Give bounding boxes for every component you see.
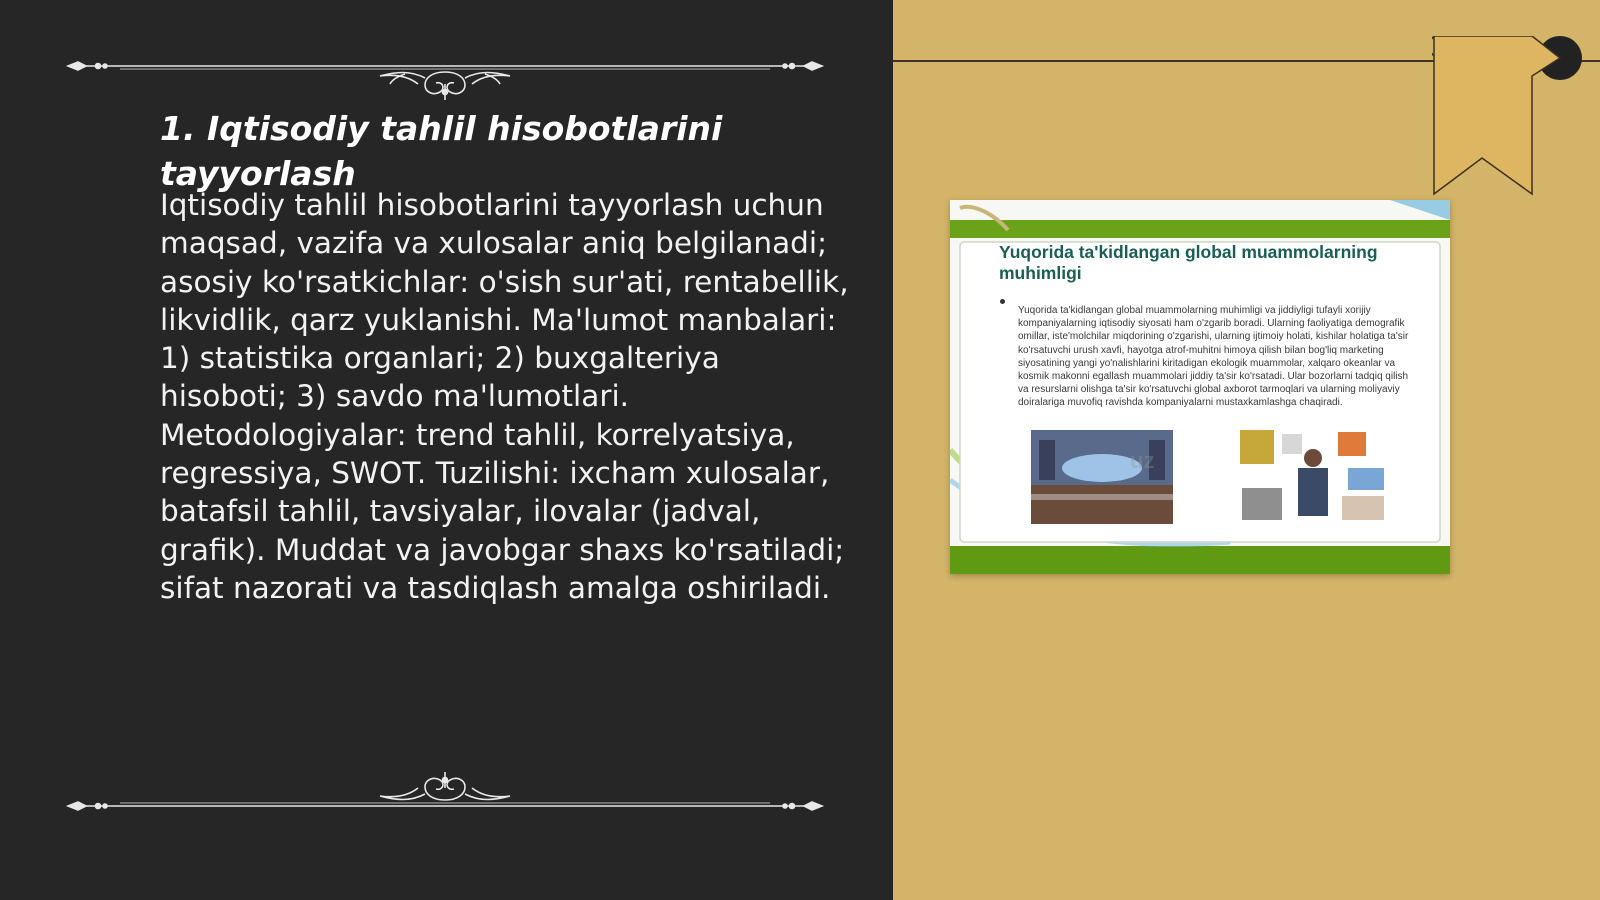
conference-photo-icon: [1031, 430, 1173, 524]
bookmark-ribbon-icon: [1432, 36, 1592, 198]
bullet-dot: [1000, 299, 1005, 304]
slide-title: 1. Iqtisodiy tahlil hisobotlarini tayyorlash: [160, 109, 723, 193]
ornamental-divider-top-icon: [60, 40, 830, 100]
slide-thumbnail: [950, 200, 1450, 574]
watermark-text: uz: [1130, 448, 1155, 473]
thumbnail-title: Yuqorida ta'kidlangan global muammolarning muhimligi: [999, 242, 1378, 283]
businessman-collage-icon: [1238, 428, 1388, 524]
slide-body-text: Iqtisodiy tahlil hisobotlarini tayyorlash uchun maqsad, vazifa va xulosalar aniq belgilanadi; asosiy ko'rsatkichlar: o'sish sur'ati, rentabellik, likvidlik, qarz yuklanishi. Ma'lumot manbalari: 1) statistika organlari; 2) buxgalteriya hisoboti; 3) savdo ma'lumotlari. Metodologiyalar: trend tahlil, korrelyatsiya, regressiya, SWOT. Tuzilishi: ixcham xulosalar, batafsil tahlil, tavsiyalar, ilovalar (jadval, grafik). Muddat va javobgar shaxs ko'rsatiladi; sifat nazorati va tasdiqlash amalga oshiriladi.: [160, 188, 849, 605]
thumbnail-bullet-text: Yuqorida ta'kidlangan global muammolarning muhimligi va jiddiyligi tufayli xorijiy kompaniyalarning iqtisodiy siyosati ham o'zgarib boradi. Ularning faoliyatiga demografik omillar, iste'molchilar miqdorining o'zgarishi, ularning ijtimoiy holati, kishilar holatiga ta'sir ko'rsatuvchi urush xavfi, hayotga atrof-muhitni himoya qilish bilan bog'liq marketing siyosatining yangi yo'nalishlarini kiritadigan ekologik muammolar, xalqaro okeanlar va kosmik makonni egallash muammolari jiddiy ta'sir ko'rsatadi. Ular bozorlarni tadqiq qilish va resurslarni olishga ta'sir ko'rsatuvchi global axborot tarmoqlari va ularning moliyaviy doiralariga muvofiq ravishda kompaniyalarni mustaxkamlashga chaqiradi.: [1018, 305, 1409, 409]
ornamental-divider-bottom-icon: [60, 772, 830, 832]
